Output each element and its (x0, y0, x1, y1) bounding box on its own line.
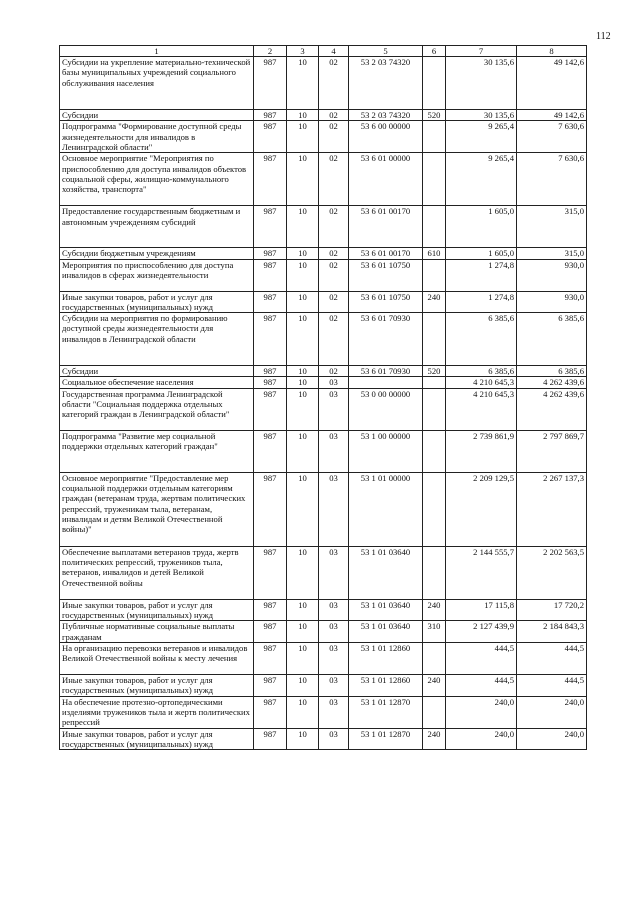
section-code-cell: 10 (287, 621, 319, 643)
section-code-cell: 10 (287, 388, 319, 430)
subsection-code-cell: 03 (319, 674, 349, 696)
amount-year1-cell: 1 274,8 (446, 291, 517, 313)
ministry-code-cell: 987 (254, 206, 287, 248)
ministry-code-cell: 987 (254, 599, 287, 621)
subsection-code-cell: 03 (319, 696, 349, 728)
section-code-cell: 10 (287, 642, 319, 674)
amount-year1-cell: 1 605,0 (446, 248, 517, 259)
budget-table (59, 45, 587, 750)
amount-year2-cell: 444,5 (517, 642, 587, 674)
row-name-cell: Предоставление государственным бюджетным и автономным учреждениям субсидий (60, 206, 254, 248)
section-code-cell: 10 (287, 110, 319, 121)
amount-year1-cell: 30 135,6 (446, 110, 517, 121)
subsection-code-cell: 02 (319, 313, 349, 366)
subsection-code-cell: 02 (319, 110, 349, 121)
row-name-cell: Подпрограмма "Развитие мер социальной поддержки отдельных категорий граждан" (60, 430, 254, 472)
subsection-code-cell: 03 (319, 388, 349, 430)
section-code-cell: 10 (287, 472, 319, 546)
ministry-code-cell: 987 (254, 472, 287, 546)
expense-type-cell (423, 121, 446, 153)
row-name-cell: Субсидии на укрепление материально-технической базы муниципальных учреждений социального обслуживания населения (60, 57, 254, 110)
target-article-cell: 53 1 01 03640 (349, 599, 423, 621)
amount-year2-cell: 49 142,6 (517, 110, 587, 121)
page-number: 112 (596, 31, 611, 42)
amount-year1-cell: 2 144 555,7 (446, 546, 517, 599)
target-article-cell: 53 6 01 10750 (349, 291, 423, 313)
subsection-code-cell: 03 (319, 621, 349, 643)
subsection-code-cell: 02 (319, 291, 349, 313)
ministry-code-cell: 987 (254, 366, 287, 377)
target-article-cell: 53 1 01 03640 (349, 621, 423, 643)
table-row (60, 153, 587, 206)
row-name-cell: На организацию перевозки ветеранов и инвалидов Великой Отечественной войны к месту лечения (60, 642, 254, 674)
amount-year1-cell: 6 385,6 (446, 313, 517, 366)
amount-year2-cell: 315,0 (517, 206, 587, 248)
column-header: 4 (319, 46, 349, 57)
row-name-cell: Субсидии (60, 110, 254, 121)
table-row (60, 291, 587, 313)
table-row (60, 728, 587, 750)
amount-year1-cell: 30 135,6 (446, 57, 517, 110)
ministry-code-cell: 987 (254, 248, 287, 259)
table-row (60, 642, 587, 674)
subsection-code-cell: 02 (319, 57, 349, 110)
table-row (60, 430, 587, 472)
target-article-cell: 53 2 03 74320 (349, 110, 423, 121)
section-code-cell: 10 (287, 696, 319, 728)
table-row (60, 599, 587, 621)
expense-type-cell: 240 (423, 291, 446, 313)
table-header-row (60, 46, 587, 57)
expense-type-cell: 240 (423, 728, 446, 750)
subsection-code-cell: 02 (319, 121, 349, 153)
target-article-cell: 53 0 00 00000 (349, 388, 423, 430)
table-row (60, 472, 587, 546)
row-name-cell: Иные закупки товаров, работ и услуг для государственных (муниципальных) нужд (60, 291, 254, 313)
section-code-cell: 10 (287, 313, 319, 366)
ministry-code-cell: 987 (254, 728, 287, 750)
ministry-code-cell: 987 (254, 110, 287, 121)
section-code-cell: 10 (287, 259, 319, 291)
table-row (60, 313, 587, 366)
table-row (60, 696, 587, 728)
amount-year1-cell: 444,5 (446, 674, 517, 696)
row-name-cell: Обеспечение выплатами ветеранов труда, жертв политических репрессий, тружеников тыла, ветеранов, инвалидов и детей Великой Отечественной войны (60, 546, 254, 599)
ministry-code-cell: 987 (254, 642, 287, 674)
amount-year1-cell: 2 127 439,9 (446, 621, 517, 643)
subsection-code-cell: 02 (319, 206, 349, 248)
ministry-code-cell: 987 (254, 388, 287, 430)
column-header: 8 (517, 46, 587, 57)
ministry-code-cell: 987 (254, 430, 287, 472)
target-article-cell: 53 1 01 03640 (349, 546, 423, 599)
amount-year2-cell: 6 385,6 (517, 313, 587, 366)
section-code-cell: 10 (287, 674, 319, 696)
target-article-cell (349, 377, 423, 388)
amount-year2-cell: 7 630,6 (517, 121, 587, 153)
row-name-cell: На обеспечение протезно-ортопедическими изделиями тружеников тыла и жертв политических репрессий (60, 696, 254, 728)
row-name-cell: Субсидии бюджетным учреждениям (60, 248, 254, 259)
amount-year2-cell: 2 202 563,5 (517, 546, 587, 599)
ministry-code-cell: 987 (254, 313, 287, 366)
ministry-code-cell: 987 (254, 121, 287, 153)
ministry-code-cell: 987 (254, 546, 287, 599)
table-row (60, 259, 587, 291)
row-name-cell: Основное мероприятие "Предоставление мер социальной поддержки отдельным категориям граждан (ветеранам труда, жертвам политических репрессий, труженикам тыла, ветеранам, инвалидам и детям Великой Отечественной войны)" (60, 472, 254, 546)
expense-type-cell: 240 (423, 674, 446, 696)
table-row (60, 674, 587, 696)
amount-year1-cell: 6 385,6 (446, 366, 517, 377)
amount-year2-cell: 2 797 869,7 (517, 430, 587, 472)
ministry-code-cell: 987 (254, 259, 287, 291)
subsection-code-cell: 02 (319, 259, 349, 291)
expense-type-cell: 520 (423, 366, 446, 377)
target-article-cell: 53 1 01 12860 (349, 642, 423, 674)
target-article-cell: 53 2 03 74320 (349, 57, 423, 110)
amount-year2-cell: 315,0 (517, 248, 587, 259)
target-article-cell: 53 6 01 00170 (349, 206, 423, 248)
subsection-code-cell: 03 (319, 472, 349, 546)
table-row (60, 206, 587, 248)
amount-year1-cell: 4 210 645,3 (446, 388, 517, 430)
subsection-code-cell: 03 (319, 430, 349, 472)
table-row (60, 388, 587, 430)
section-code-cell: 10 (287, 366, 319, 377)
amount-year2-cell: 930,0 (517, 259, 587, 291)
column-header: 5 (349, 46, 423, 57)
subsection-code-cell: 03 (319, 599, 349, 621)
amount-year1-cell: 444,5 (446, 642, 517, 674)
amount-year1-cell: 2 209 129,5 (446, 472, 517, 546)
target-article-cell: 53 6 01 70930 (349, 366, 423, 377)
expense-type-cell (423, 642, 446, 674)
ministry-code-cell: 987 (254, 674, 287, 696)
amount-year2-cell: 930,0 (517, 291, 587, 313)
expense-type-cell: 240 (423, 599, 446, 621)
section-code-cell: 10 (287, 206, 319, 248)
column-header: 3 (287, 46, 319, 57)
expense-type-cell (423, 57, 446, 110)
table-row (60, 121, 587, 153)
column-header: 2 (254, 46, 287, 57)
target-article-cell: 53 1 00 00000 (349, 430, 423, 472)
amount-year2-cell: 17 720,2 (517, 599, 587, 621)
section-code-cell: 10 (287, 57, 319, 110)
target-article-cell: 53 6 00 00000 (349, 121, 423, 153)
expense-type-cell (423, 546, 446, 599)
table-row (60, 546, 587, 599)
expense-type-cell (423, 153, 446, 206)
table-row (60, 110, 587, 121)
expense-type-cell: 520 (423, 110, 446, 121)
target-article-cell: 53 6 01 00170 (349, 248, 423, 259)
expense-type-cell (423, 259, 446, 291)
amount-year2-cell: 49 142,6 (517, 57, 587, 110)
ministry-code-cell: 987 (254, 153, 287, 206)
target-article-cell: 53 6 01 00000 (349, 153, 423, 206)
table-row (60, 366, 587, 377)
expense-type-cell: 610 (423, 248, 446, 259)
target-article-cell: 53 1 01 12860 (349, 674, 423, 696)
section-code-cell: 10 (287, 377, 319, 388)
amount-year1-cell: 1 605,0 (446, 206, 517, 248)
expense-type-cell: 310 (423, 621, 446, 643)
section-code-cell: 10 (287, 153, 319, 206)
amount-year1-cell: 1 274,8 (446, 259, 517, 291)
column-header: 6 (423, 46, 446, 57)
amount-year1-cell: 240,0 (446, 696, 517, 728)
amount-year2-cell: 240,0 (517, 696, 587, 728)
ministry-code-cell: 987 (254, 696, 287, 728)
subsection-code-cell: 03 (319, 642, 349, 674)
subsection-code-cell: 02 (319, 153, 349, 206)
table-row (60, 57, 587, 110)
section-code-cell: 10 (287, 430, 319, 472)
table-row (60, 377, 587, 388)
amount-year1-cell: 9 265,4 (446, 121, 517, 153)
amount-year1-cell: 9 265,4 (446, 153, 517, 206)
table-row (60, 621, 587, 643)
column-header: 7 (446, 46, 517, 57)
amount-year1-cell: 4 210 645,3 (446, 377, 517, 388)
row-name-cell: Субсидии (60, 366, 254, 377)
amount-year2-cell: 4 262 439,6 (517, 388, 587, 430)
section-code-cell: 10 (287, 121, 319, 153)
row-name-cell: Государственная программа Ленинградской области "Социальная поддержка отдельных категорий граждан в Ленинградской области" (60, 388, 254, 430)
row-name-cell: Основное мероприятие "Мероприятия по приспособлению для доступа инвалидов объектов социальной сферы, жилищно-коммунального хозяйства, транспорта" (60, 153, 254, 206)
row-name-cell: Мероприятия по приспособлению для доступа инвалидов в сферах жизнедеятельности (60, 259, 254, 291)
row-name-cell: Иные закупки товаров, работ и услуг для государственных (муниципальных) нужд (60, 728, 254, 750)
table-row (60, 248, 587, 259)
expense-type-cell (423, 377, 446, 388)
amount-year1-cell: 2 739 861,9 (446, 430, 517, 472)
row-name-cell: Иные закупки товаров, работ и услуг для государственных (муниципальных) нужд (60, 674, 254, 696)
target-article-cell: 53 1 01 00000 (349, 472, 423, 546)
target-article-cell: 53 6 01 70930 (349, 313, 423, 366)
expense-type-cell (423, 696, 446, 728)
subsection-code-cell: 03 (319, 728, 349, 750)
target-article-cell: 53 1 01 12870 (349, 728, 423, 750)
target-article-cell: 53 1 01 12870 (349, 696, 423, 728)
subsection-code-cell: 02 (319, 248, 349, 259)
amount-year1-cell: 240,0 (446, 728, 517, 750)
expense-type-cell (423, 430, 446, 472)
amount-year2-cell: 444,5 (517, 674, 587, 696)
expense-type-cell (423, 388, 446, 430)
section-code-cell: 10 (287, 546, 319, 599)
row-name-cell: Социальное обеспечение населения (60, 377, 254, 388)
ministry-code-cell: 987 (254, 57, 287, 110)
row-name-cell: Подпрограмма "Формирование доступной среды жизнедеятельности для инвалидов в Ленинградской области" (60, 121, 254, 153)
section-code-cell: 10 (287, 291, 319, 313)
expense-type-cell (423, 206, 446, 248)
amount-year2-cell: 2 184 843,3 (517, 621, 587, 643)
amount-year2-cell: 7 630,6 (517, 153, 587, 206)
row-name-cell: Публичные нормативные социальные выплаты гражданам (60, 621, 254, 643)
section-code-cell: 10 (287, 599, 319, 621)
row-name-cell: Иные закупки товаров, работ и услуг для государственных (муниципальных) нужд (60, 599, 254, 621)
section-code-cell: 10 (287, 248, 319, 259)
subsection-code-cell: 03 (319, 377, 349, 388)
subsection-code-cell: 03 (319, 546, 349, 599)
expense-type-cell (423, 472, 446, 546)
section-code-cell: 10 (287, 728, 319, 750)
amount-year2-cell: 6 385,6 (517, 366, 587, 377)
amount-year2-cell: 4 262 439,6 (517, 377, 587, 388)
row-name-cell: Субсидии на мероприятия по формированию доступной среды жизнедеятельности для инвалидов в Ленинградской области (60, 313, 254, 366)
subsection-code-cell: 02 (319, 366, 349, 377)
amount-year2-cell: 2 267 137,3 (517, 472, 587, 546)
ministry-code-cell: 987 (254, 291, 287, 313)
column-header: 1 (60, 46, 254, 57)
amount-year2-cell: 240,0 (517, 728, 587, 750)
ministry-code-cell: 987 (254, 621, 287, 643)
ministry-code-cell: 987 (254, 377, 287, 388)
target-article-cell: 53 6 01 10750 (349, 259, 423, 291)
amount-year1-cell: 17 115,8 (446, 599, 517, 621)
expense-type-cell (423, 313, 446, 366)
